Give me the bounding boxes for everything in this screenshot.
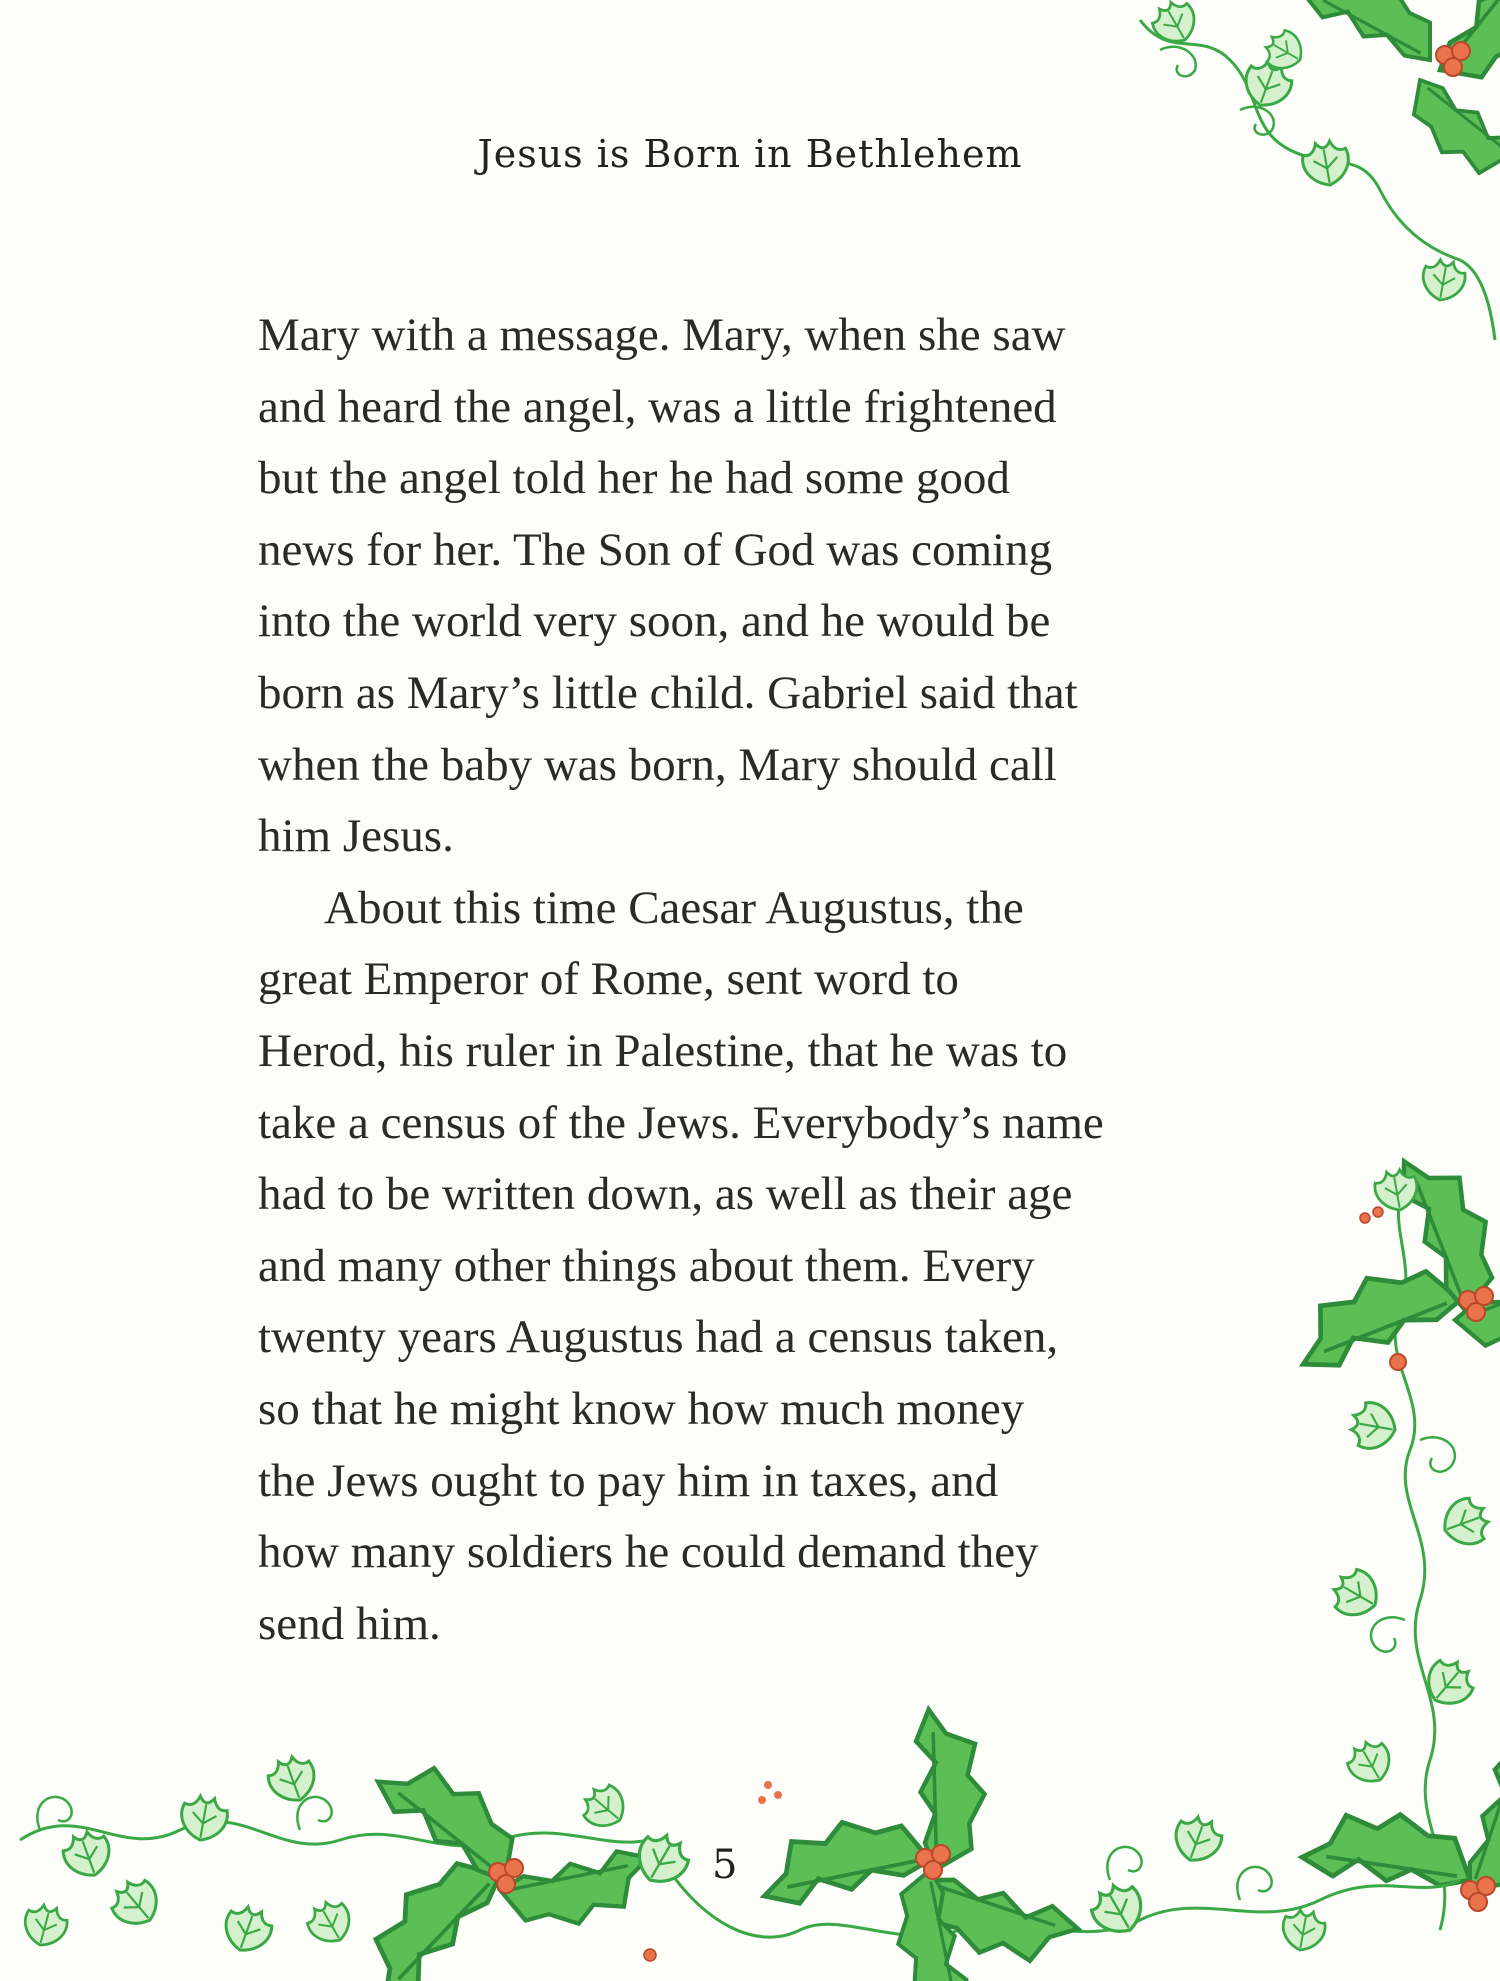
text-line: but the angel told her he had some good [258, 452, 1010, 505]
text-line: Mary with a message. Mary, when she saw [258, 309, 1066, 361]
text-line: born as Mary’s little child. Gabriel said that [258, 666, 1078, 719]
text-line: the Jews ought to pay him in taxes, and [258, 1454, 999, 1507]
text-line: Herod, his ruler in Palestine, that he was to [258, 1024, 1068, 1077]
text-line: him Jesus. [258, 810, 454, 863]
text-line: news for her. The Son of God was coming [258, 523, 1053, 576]
text-line: send him. [258, 1597, 441, 1650]
vine-icon [1362, 1170, 1455, 1930]
berry-icon [1436, 42, 1470, 76]
berry-icon [1360, 1207, 1495, 1911]
vine-icon [20, 1797, 1460, 1937]
text-line: About this time Caesar Augustus, the [324, 881, 1024, 934]
text-line: so that he might know how much money [258, 1382, 1025, 1435]
text-line: great Emperor of Rome, sent word to [258, 953, 959, 1006]
text-line: how many soldiers he could demand they [258, 1526, 1039, 1579]
text-line: take a census of the Jews. Everybody’s name [258, 1096, 1104, 1149]
text-line: and heard the angel, was a little frightened [258, 380, 1057, 433]
text-line: when the baby was born, Mary should call [258, 738, 1057, 791]
text-line: twenty years Augustus had a census taken, [258, 1311, 1059, 1364]
ivy-icon [20, 1752, 1328, 1958]
text-line: into the world very soon, and he would be [258, 595, 1051, 648]
story-text [258, 300, 1298, 1660]
vine-icon [1140, 20, 1495, 340]
holly-icon [1300, 1158, 1500, 1953]
page-number: 5 [712, 1842, 738, 1888]
text-line: and many other things about them. Every [258, 1239, 1035, 1292]
ivy-icon [1326, 1167, 1493, 1790]
page-title: Jesus is Born in Bethlehem [477, 132, 1023, 176]
text-line: had to be written down, as well as their age [258, 1168, 1073, 1221]
